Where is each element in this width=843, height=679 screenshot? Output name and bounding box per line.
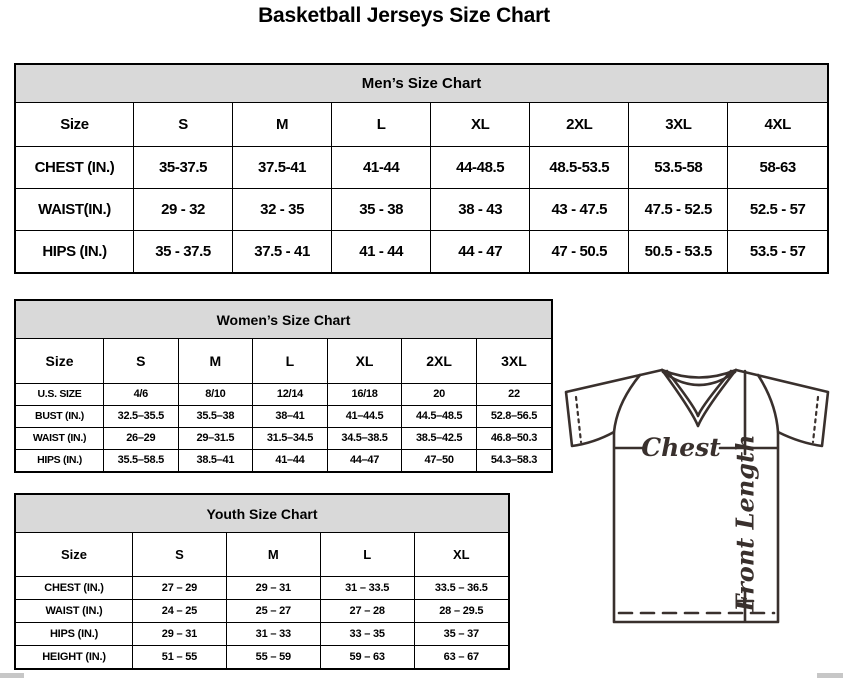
cell: 44–47 [327, 449, 402, 471]
horizontal-scrollbar-thumb-left[interactable] [0, 673, 24, 678]
column-header: 3XL [629, 103, 728, 146]
youth-chart-title: Youth Size Chart [16, 495, 508, 533]
cell: 54.3–58.3 [476, 449, 551, 471]
cell: 29 – 31 [133, 622, 227, 645]
row-label: HEIGHT (IN.) [16, 645, 133, 668]
jersey-measurement-diagram [562, 363, 832, 629]
cell: 41–44 [253, 449, 328, 471]
page-title: Basketball Jerseys Size Chart [258, 4, 550, 27]
column-header-row [16, 533, 508, 576]
column-header: 2XL [402, 339, 477, 383]
cell: 41 - 44 [332, 230, 431, 272]
row-label: CHEST (IN.) [16, 146, 134, 188]
youth-size-table [16, 533, 508, 668]
womens-size-table [16, 339, 551, 471]
cell: 44.5–48.5 [402, 405, 477, 427]
table-row [16, 230, 827, 272]
mens-chart-title: Men’s Size Chart [16, 65, 827, 103]
row-label: HIPS (IN.) [16, 622, 133, 645]
cell: 41-44 [332, 146, 431, 188]
cell: 27 – 28 [320, 599, 414, 622]
column-header: XL [414, 533, 508, 576]
row-label: U.S. SIZE [16, 383, 104, 405]
table-row [16, 383, 551, 405]
cell: 28 – 29.5 [414, 599, 508, 622]
column-header: 3XL [476, 339, 551, 383]
row-label: WAIST(IN.) [16, 188, 134, 230]
cell: 22 [476, 383, 551, 405]
front-length-label: Front Length [730, 434, 760, 612]
cell: 51 – 55 [133, 645, 227, 668]
cell: 35 - 37.5 [134, 230, 233, 272]
cell: 46.8–50.3 [476, 427, 551, 449]
mens-size-table [16, 103, 827, 272]
table-row [16, 599, 508, 622]
cell: 29 – 31 [226, 576, 320, 599]
column-header: M [233, 103, 332, 146]
cell: 38.5–41 [178, 449, 253, 471]
cell: 53.5-58 [629, 146, 728, 188]
size-header: Size [16, 103, 134, 146]
column-header: S [104, 339, 179, 383]
column-header: 2XL [530, 103, 629, 146]
cell: 44-48.5 [431, 146, 530, 188]
cell: 38–41 [253, 405, 328, 427]
cell: 53.5 - 57 [728, 230, 827, 272]
row-label: CHEST (IN.) [16, 576, 133, 599]
cell: 41–44.5 [327, 405, 402, 427]
size-header: Size [16, 339, 104, 383]
table-row [16, 576, 508, 599]
cell: 38 - 43 [431, 188, 530, 230]
column-header: S [134, 103, 233, 146]
cell: 8/10 [178, 383, 253, 405]
cell: 26–29 [104, 427, 179, 449]
mens-size-chart [14, 63, 829, 274]
cell: 47.5 - 52.5 [629, 188, 728, 230]
column-header: XL [431, 103, 530, 146]
cell: 63 – 67 [414, 645, 508, 668]
left-armhole-seam [614, 375, 640, 432]
cell: 31.5–34.5 [253, 427, 328, 449]
left-cuff-dashed-line [576, 397, 581, 442]
right-cuff-dashed-line [813, 397, 818, 442]
cell: 29–31.5 [178, 427, 253, 449]
column-header: XL [327, 339, 402, 383]
cell: 33.5 – 36.5 [414, 576, 508, 599]
column-header-row [16, 103, 827, 146]
column-header: L [320, 533, 414, 576]
cell: 38.5–42.5 [402, 427, 477, 449]
column-header-row [16, 339, 551, 383]
row-label: WAIST (IN.) [16, 599, 133, 622]
table-row [16, 405, 551, 427]
cell: 31 – 33.5 [320, 576, 414, 599]
cell: 12/14 [253, 383, 328, 405]
cell: 35 – 37 [414, 622, 508, 645]
cell: 32 - 35 [233, 188, 332, 230]
cell: 37.5-41 [233, 146, 332, 188]
table-row [16, 188, 827, 230]
table-row [16, 645, 508, 668]
row-label: HIPS (IN.) [16, 230, 134, 272]
cell: 55 – 59 [226, 645, 320, 668]
table-row [16, 427, 551, 449]
cell: 24 – 25 [133, 599, 227, 622]
row-label: WAIST (IN.) [16, 427, 104, 449]
cell: 48.5-53.5 [530, 146, 629, 188]
column-header: 4XL [728, 103, 827, 146]
cell: 16/18 [327, 383, 402, 405]
column-header: M [178, 339, 253, 383]
womens-chart-title: Women’s Size Chart [16, 301, 551, 339]
column-header: L [253, 339, 328, 383]
cell: 35-37.5 [134, 146, 233, 188]
jersey-outline [566, 370, 828, 622]
cell: 35.5–38 [178, 405, 253, 427]
table-row [16, 449, 551, 471]
cell: 50.5 - 53.5 [629, 230, 728, 272]
cell: 29 - 32 [134, 188, 233, 230]
cell: 20 [402, 383, 477, 405]
row-label: BUST (IN.) [16, 405, 104, 427]
cell: 37.5 - 41 [233, 230, 332, 272]
youth-size-chart [14, 493, 510, 670]
column-header: S [133, 533, 227, 576]
cell: 34.5–38.5 [327, 427, 402, 449]
row-label: HIPS (IN.) [16, 449, 104, 471]
cell: 32.5–35.5 [104, 405, 179, 427]
cell: 31 – 33 [226, 622, 320, 645]
cell: 35.5–58.5 [104, 449, 179, 471]
cell: 44 - 47 [431, 230, 530, 272]
cell: 27 – 29 [133, 576, 227, 599]
cell: 25 – 27 [226, 599, 320, 622]
table-row [16, 622, 508, 645]
cell: 59 – 63 [320, 645, 414, 668]
cell: 52.5 - 57 [728, 188, 827, 230]
cell: 47–50 [402, 449, 477, 471]
chest-label: Chest [641, 433, 721, 462]
cell: 43 - 47.5 [530, 188, 629, 230]
womens-size-chart [14, 299, 553, 473]
cell: 35 - 38 [332, 188, 431, 230]
right-armhole-seam [758, 375, 778, 432]
table-row [16, 146, 827, 188]
cell: 33 – 35 [320, 622, 414, 645]
cell: 58-63 [728, 146, 827, 188]
cell: 47 - 50.5 [530, 230, 629, 272]
cell: 4/6 [104, 383, 179, 405]
column-header: M [226, 533, 320, 576]
horizontal-scrollbar-thumb-right[interactable] [817, 673, 843, 678]
size-header: Size [16, 533, 133, 576]
column-header: L [332, 103, 431, 146]
cell: 52.8–56.5 [476, 405, 551, 427]
